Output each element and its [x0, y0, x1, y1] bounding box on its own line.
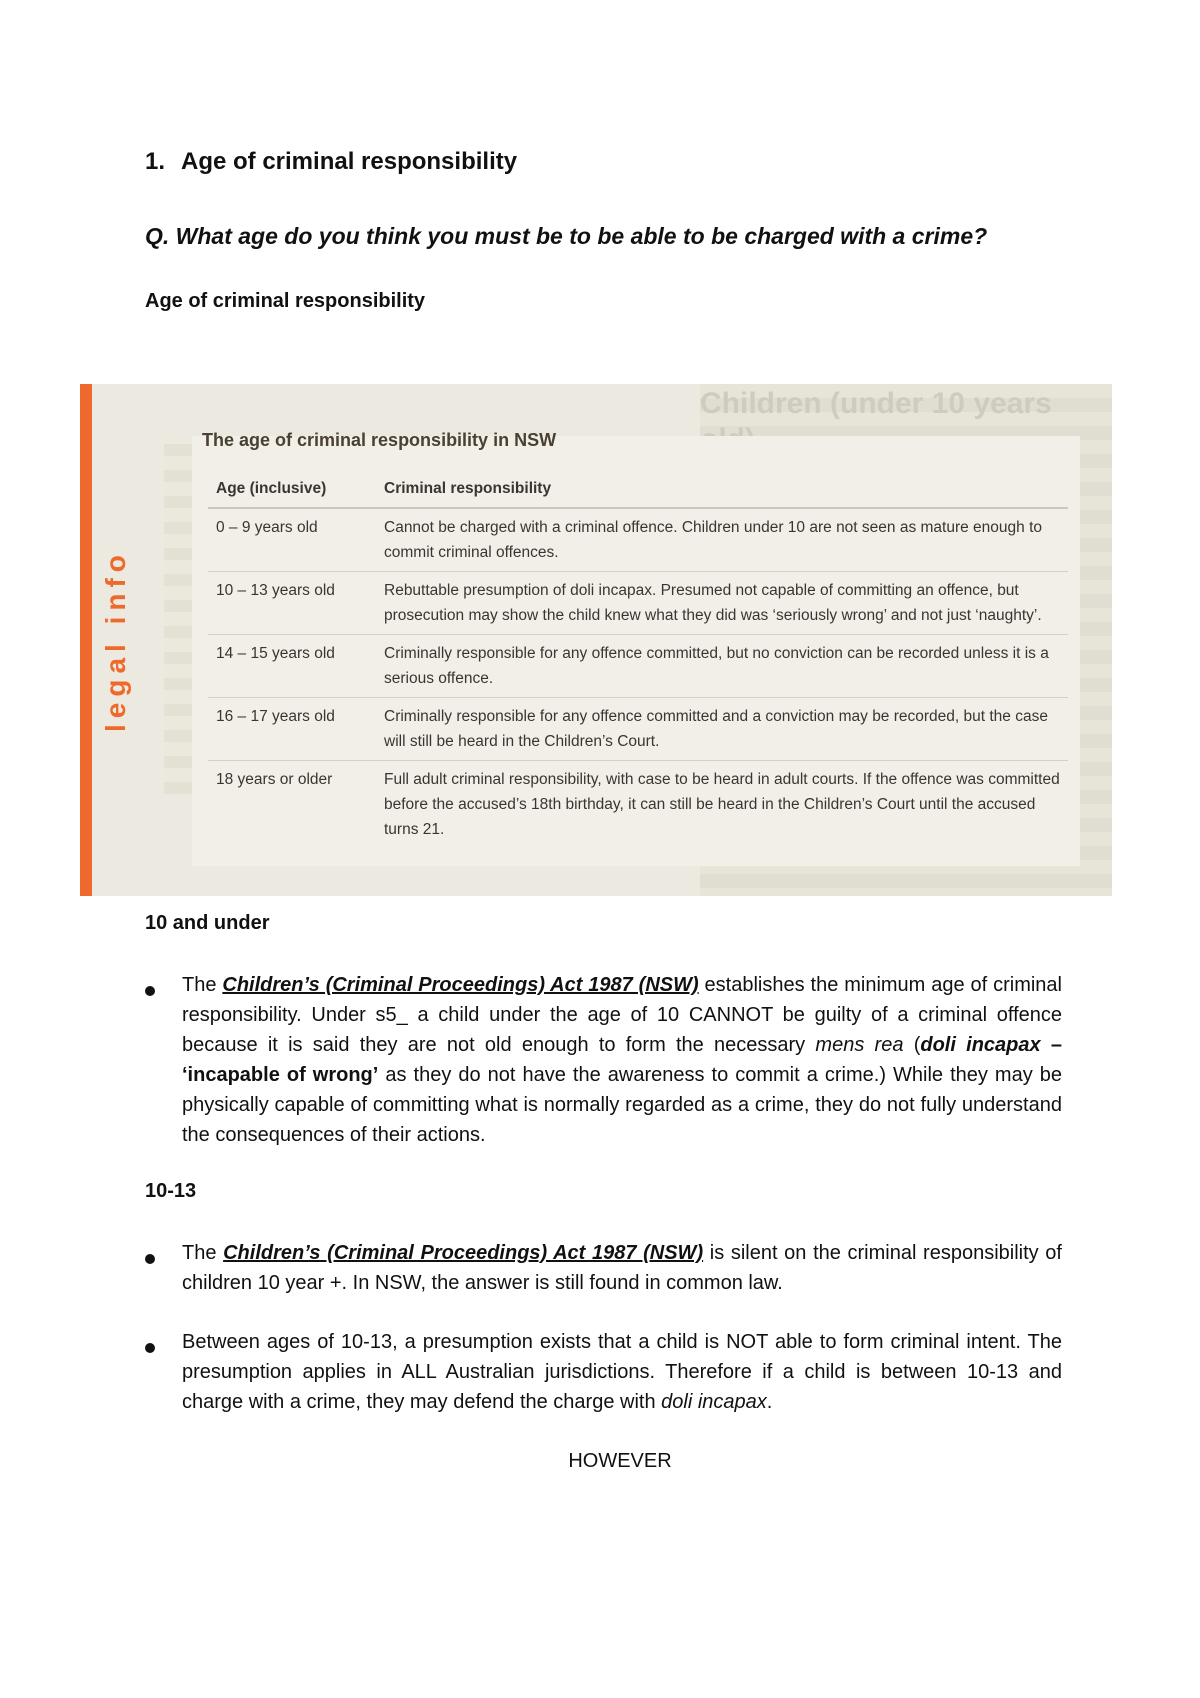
paragraph-minimum-age [182, 970, 1062, 1150]
table-row [208, 761, 1068, 849]
legal-info-label: legal info [100, 549, 131, 732]
paragraph-act-silent [182, 1238, 1062, 1298]
text-run: ( [903, 1034, 921, 1056]
however-text: HOWEVER [568, 1450, 672, 1472]
responsibility-table [208, 473, 1068, 848]
act-reference: Children’s (Criminal Proceedings) Act 1987 (NSW) [222, 974, 699, 996]
responsibility-cell: Rebuttable presumption of doli incapax. Presumed not capable of committing an offence, but prosecution may show the child knew what they did was ‘seriously wrong’ and not just ‘naughty’. [376, 572, 1068, 635]
text-run: establishes the minimum age of criminal responsibility. Under s5_ a child under the age of 10 CANNOT be guilty of a criminal offence because it is said they are not old enough to form the necessary [182, 974, 1062, 1056]
column-header-responsibility: Criminal responsibility [376, 473, 1068, 508]
table-row [208, 508, 1068, 572]
act-reference: Children’s (Criminal Proceedings) Act 1987 (NSW) [223, 1242, 704, 1264]
text-run: The [182, 974, 223, 996]
text-run: as they do not have the awareness to commit a crime.) While they may be physically capable of committing what is normally regarded as a crime, they do not fully understand the consequences of their actions. [182, 1064, 1062, 1146]
mens-rea-term: mens rea [815, 1034, 904, 1056]
responsibility-cell: Full adult criminal responsibility, with case to be heard in adult courts. If the offence was committed before the accused’s 18th birthday, it can still be heard in the Children’s Court until the accused turns 21. [384, 771, 1060, 838]
age-cell: 14 – 15 years old [208, 635, 376, 698]
orange-stripe [80, 384, 92, 896]
question-text: Q. What age do you think you must be to be able to be charged with a crime? [145, 223, 988, 249]
doli-incapax-term: doli incapax [920, 1034, 1041, 1056]
text-run: . [766, 1391, 773, 1413]
section-heading [145, 148, 517, 176]
bullet-icon [145, 986, 155, 996]
table-row [208, 698, 1068, 761]
text-run: is silent on the criminal responsibility of children 10 year +. In NSW, the answer is still found in common law. [182, 1242, 1062, 1294]
responsibility-cell: Criminally responsible for any offence committed and a conviction may be recorded, but the case will still be heard in the Children’s Court. [376, 698, 1068, 761]
section-number: 1. [145, 148, 166, 175]
bullet-icon [145, 1343, 155, 1353]
bullet-icon [145, 1254, 155, 1264]
column-header-age: Age (inclusive) [208, 473, 376, 508]
age-cell: 16 – 17 years old [208, 698, 376, 761]
table-row [208, 635, 1068, 698]
figure-title: The age of criminal responsibility in NSW [202, 430, 557, 450]
legal-info-figure [80, 384, 1112, 896]
section-title: Age of criminal responsibility [181, 148, 518, 175]
heading-10-and-under: 10 and under [145, 912, 270, 934]
incapable-of-wrong-term: – ‘incapable of wrong’ [182, 1034, 1063, 1086]
paragraph-presumption [182, 1327, 1062, 1417]
doli-incapax-term: doli incapax [661, 1391, 767, 1413]
subheading: Age of criminal responsibility [145, 290, 426, 312]
table-row [208, 572, 1068, 635]
text-run: Between ages of 10-13, a presumption exists that a child is NOT able to form criminal intent. The presumption applies in ALL Australian jurisdictions. Therefore if a child is between 10-13 and charge with a crime, they may defend the charge with [182, 1331, 1062, 1413]
text-run: The [182, 1242, 224, 1264]
age-cell: 10 – 13 years old [208, 572, 376, 635]
age-cell: 18 years or older [216, 771, 333, 788]
heading-10-13: 10-13 [145, 1180, 197, 1202]
responsibility-cell: Criminally responsible for any offence committed, but no conviction can be recorded unless it is a serious offence. [376, 635, 1068, 698]
age-cell: 0 – 9 years old [208, 508, 376, 572]
bleed-through-heading: Children (under 10 years [700, 387, 1052, 420]
responsibility-cell: Cannot be charged with a criminal offence. Children under 10 are not seen as mature enough to commit criminal offences. [376, 508, 1068, 572]
table-header-row [208, 473, 1068, 508]
